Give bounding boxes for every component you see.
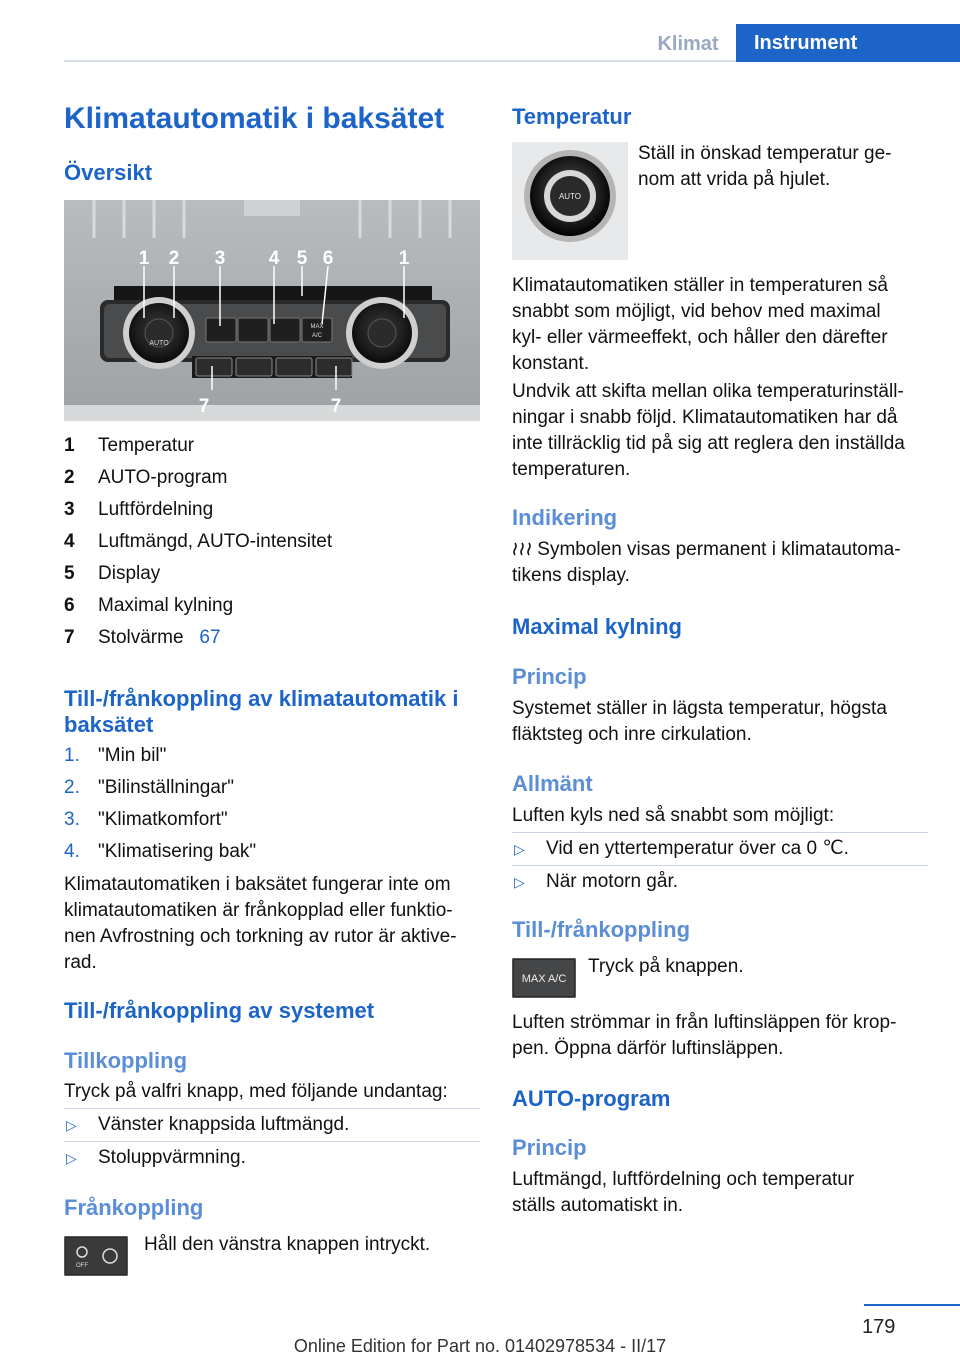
panel-max-label: MAX	[310, 324, 324, 330]
princip-text: Systemet ställer in lägsta temperatur, högsta fläktsteg och inre cirkulation.	[512, 698, 887, 745]
callout-1: 1	[138, 248, 150, 269]
allmant-heading: Allmänt	[512, 771, 593, 796]
panel-ac-label: A/C	[311, 333, 323, 339]
airflow-symbol-icon	[512, 541, 532, 557]
temperature-para-2: Undvik att skifta mellan olika temperaturinställ- ningar i snabb följd. Klimatautomatiken har då inte tillräcklig tid på sig att reglera den inställda temperaturen.	[512, 381, 905, 480]
air-paragraph: Luften strömmar in från luftinsläppen för krop- pen. Öppna därför luftinsläppen.	[512, 1012, 897, 1059]
overview-heading: Översikt	[64, 160, 153, 185]
callout-4: 4	[268, 248, 280, 269]
tab-klimat[interactable]: Klimat	[657, 33, 719, 55]
footer-rule	[864, 1304, 960, 1306]
frankoppling-heading: Frånkoppling	[64, 1195, 204, 1220]
callout-7b: 7	[330, 396, 342, 417]
princip-heading: Princip	[512, 664, 587, 689]
onoff-rear-heading: Till-/frånkoppling av klimatautomatik i baksätet	[64, 686, 459, 737]
knob-auto-label: AUTO	[149, 340, 169, 347]
temperature-para-1: Klimatautomatiken ställer in temperaturen så snabbt som möjligt, vid behov med maximal kyl- eller värmeeffekt, och håller den därefter konstant.	[512, 275, 888, 374]
page-title: Klimatautomatik i baksätet	[64, 102, 445, 135]
tab-instrument[interactable]: Instrument	[736, 24, 960, 62]
temperature-text: Ställ in önskad temperatur ge- nom att vrida på hjulet.	[638, 143, 892, 190]
callout-3: 3	[214, 248, 226, 269]
edition-footer: Online Edition for Part no. 01402978534 - II/17	[293, 1336, 667, 1356]
tillkoppling-text: Tryck på valfri knapp, med följande undantag:	[64, 1081, 448, 1102]
auto-program-heading: AUTO-program	[512, 1086, 671, 1111]
callout-1b: 1	[398, 248, 410, 269]
callout-7a: 7	[198, 396, 210, 417]
tillkoppling-heading: Tillkoppling	[64, 1048, 188, 1073]
onoff-text: Tryck på knappen.	[588, 956, 744, 977]
max-ac-label: MAX A/C	[521, 973, 567, 985]
auto-princip-heading: Princip	[512, 1135, 587, 1160]
off-label: OFF	[76, 1263, 88, 1269]
auto-text: Luftmängd, luftfördelning och temperatur ställs automatiskt in.	[512, 1169, 855, 1216]
max-ac-button-icon	[512, 958, 576, 998]
callout-6: 6	[322, 248, 334, 269]
callout-5: 5	[296, 248, 308, 269]
frankoppling-text: Håll den vänstra knappen intryckt.	[144, 1234, 431, 1255]
auto-label: AUTO	[558, 192, 582, 201]
page-number: 179	[862, 1316, 896, 1338]
rear-climate-panel-photo	[64, 200, 480, 421]
temperature-heading: Temperatur	[512, 104, 632, 129]
page-link-67[interactable]: 67	[199, 627, 221, 648]
allmant-text: Luften kyls ned så snabbt som möjligt:	[512, 805, 835, 826]
callout-2: 2	[168, 248, 180, 269]
max-cooling-heading: Maximal kylning	[512, 614, 682, 639]
indikering-heading: Indikering	[512, 505, 618, 530]
system-onoff-heading: Till-/frånkoppling av systemet	[64, 998, 375, 1023]
note-paragraph: Klimatautomatiken i baksätet fungerar inte om klimatautomatiken är frånkopplad eller funktio- nen Avfrostning och torkning av rutor är aktive- rad.	[64, 874, 457, 973]
right-onoff-heading: Till-/frånkoppling	[512, 917, 691, 942]
temperature-knob-icon	[512, 142, 628, 260]
indikering-text: Symbolen visas permanent i klimatautoma- tikens display.	[512, 539, 901, 586]
fan-off-button-icon	[64, 1236, 128, 1276]
